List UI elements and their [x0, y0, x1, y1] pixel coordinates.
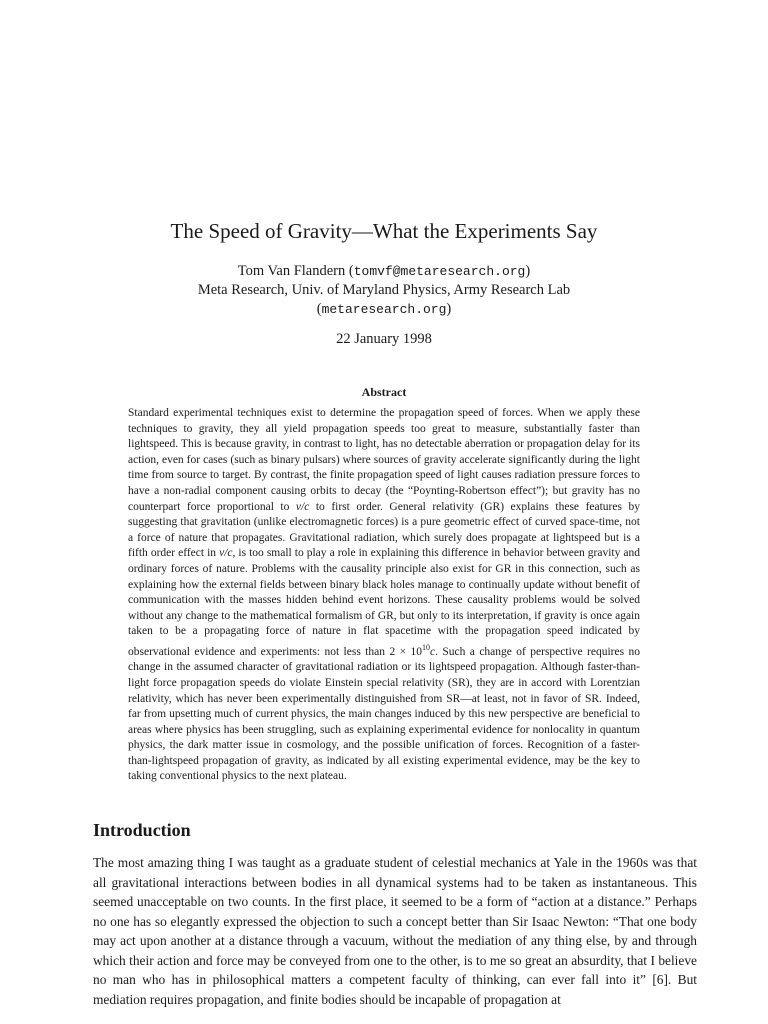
paper-date: 22 January 1998	[336, 331, 432, 347]
author-email: tomvf@metaresearch.org	[353, 264, 526, 279]
abstract-text-part-4: . Such a change of perspective requires no change in the assumed character of gravitational radiation or its lightspeed propagation. Although faster-than-light force propagation speeds do violate Einstein special relativity (SR), they are in accord with Lorentzian relativity, which has never been experimentally distinguished from SR—at least, not in favor of SR. Indeed, far from upsetting much of current physics, the main changes induced by this new perspective are beneficial to areas where physics has been struggling, such as explaining experimental evidence for nonlocality in quantum physics, the dark matter issue in cosmology, and the possible unification of forces. Recognition of a faster-than-lightspeed propagation of gravity, as indicated by all existing experimental evidence, may be the key to taking conventional physics to the next plateau.	[128, 645, 640, 783]
author-website: metaresearch.org	[321, 302, 447, 317]
abstract-text-part-2: to first order. General relativity (GR) explains these features by suggesting that gravitation (unlike electromagnetic forces) is a pure geometric effect of curved space-time, not a force of nature that propagates. Gravitational radiation, which surely does propagate at lightspeed but is a fifth order effect in	[128, 500, 640, 560]
abstract-text-part-1: Standard experimental techniques exist to determine the propagation speed of forces. When we apply these techniques to gravity, they all yield propagation speeds too great to measure, substantially faster than lightspeed. This is because gravity, in contrast to light, has no detectable aberration or propagation delay for its action, even for cases (such as binary pulsars) where sources of gravity accelerate significantly during the light time from source to target. By contrast, the finite propagation speed of light causes radiation pressure forces to have a non-radial component causing orbits to decay (the “Poynting-Robertson effect”); but gravity has no counterpart force proportional to	[128, 407, 640, 513]
speed-unit: c	[430, 645, 436, 658]
ratio-v-over-c: v/c	[295, 500, 310, 513]
introduction-heading: Introduction	[93, 820, 191, 840]
author-affiliation: Meta Research, Univ. of Maryland Physics, Army Research Lab	[197, 282, 571, 298]
website-line: (metaresearch.org)	[316, 301, 452, 317]
author-block	[0, 262, 768, 319]
abstract-body	[128, 406, 640, 785]
paper-title: The Speed of Gravity—What the Experiments Say	[170, 219, 598, 243]
abstract-heading: Abstract	[361, 385, 407, 399]
author-name: Tom Van Flandern	[237, 263, 346, 279]
speed-exponent: 10	[422, 642, 430, 652]
author-line: Tom Van Flandern (tomvf@metaresearch.org)	[237, 263, 531, 279]
speed-coefficient: 2 × 10	[389, 645, 422, 658]
ratio-v-over-c-2: v/c	[219, 547, 233, 560]
introduction-body: The most amazing thing I was taught as a graduate student of celestial mechanics at Yale in the 1960s was that all gravitational interactions between bodies in all dynamical systems had to be taken as instantaneous. This seemed unacceptable on two counts. In the first place, it seemed to be a form of “action at a distance.” Perhaps no one has so elegantly expressed the objection to such a concept better than Sir Isaac Newton: “That one body may act upon another at a distance through a vacuum, without the mediation of any thing else, by and through which their action and force may be conveyed from one to the other, is to me so great an absurdity, that I believe no man who has in philosophical matters a competent faculty of thinking, can ever fall into it” [6]. But mediation requires propagation, and finite bodies should be incapable of propagation at	[93, 855, 697, 1007]
abstract-text-part-3: , is too small to play a role in explaining this difference in behavior between gravity and ordinary forces of nature. Problems with the causality principle also exist for GR in this connection, such as explaining how the external fields between binary black holes manage to continually update without benefit of communication with the masses hidden behind event horizons. These causality problems would be solved without any change to the mathematical formalism of GR, but only to its interpretation, if gravity is once again taken to be a propagating force of nature in flat spacetime with the propagation speed indicated by observational evidence and experiments: not less than	[128, 547, 640, 658]
